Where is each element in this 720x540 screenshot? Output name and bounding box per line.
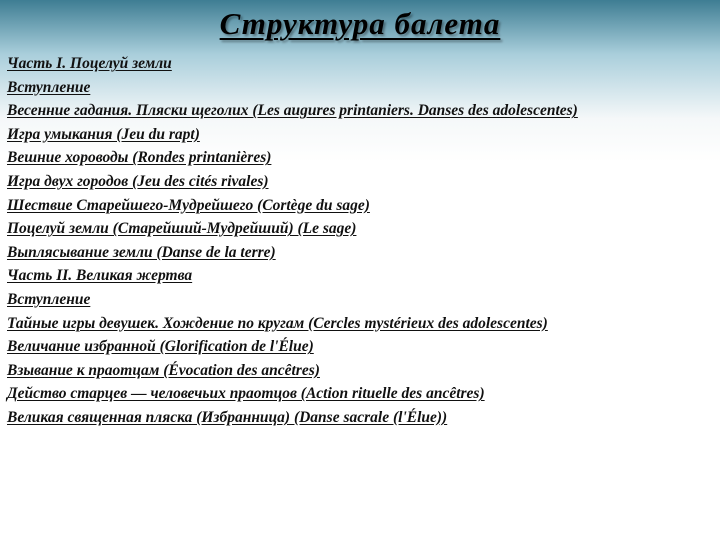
list-item: Весенние гадания. Пляски щеголих (Les augures printaniers. Danses des adolescentes): [7, 102, 578, 120]
slide-title: Структура балета: [219, 6, 501, 41]
ballet-structure-list: [7, 52, 713, 430]
list-item: Игра умыкания (Jeu du rapt): [7, 125, 200, 143]
list-item: Вступление: [7, 290, 91, 308]
list-item: Вступление: [7, 78, 91, 96]
list-item: Величание избранной (Glorification de l'Élue): [7, 338, 314, 356]
list-item: Действо старцев — человечьих праотцов (Action rituelle des ancêtres): [7, 385, 485, 403]
list-item: Выплясывание земли (Danse de la terre): [7, 243, 276, 261]
list-item: Игра двух городов (Jeu des cités rivales): [7, 172, 269, 190]
list-item-part1-heading: Часть I. Поцелуй земли: [7, 55, 172, 72]
list-item: Взывание к праотцам (Évocation des ancêtres): [7, 361, 320, 379]
list-item: Шествие Старейшего-Мудрейшего (Cortège du sage): [7, 196, 370, 214]
list-item-part2-heading: Часть II. Великая жертва: [7, 267, 193, 285]
list-item: Поцелуй земли (Старейший-Мудрейший) (Le sage): [7, 220, 357, 238]
list-item: Тайные игры девушек. Хождение по кругам (Cercles mystérieux des adolescentes): [7, 314, 548, 332]
list-item: Великая священная пляска (Избранница) (Danse sacrale (l'Élue)): [7, 408, 448, 426]
list-item: Вешние хороводы (Rondes printanières): [7, 149, 272, 167]
